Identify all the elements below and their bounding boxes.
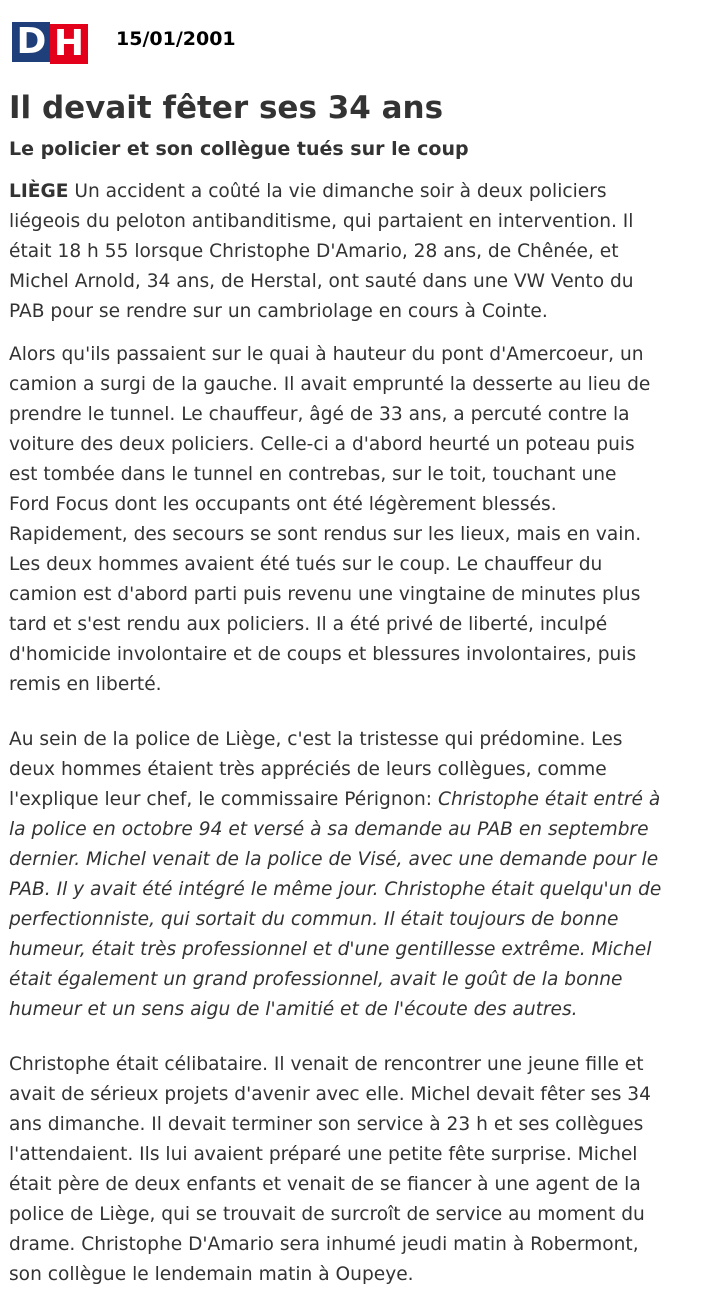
quote-line: était également un grand professionnel, avait le goût de la bonne	[9, 969, 623, 990]
paragraph-line: tard et s'est rendu aux policiers. Il a été privé de liberté, inculpé	[9, 614, 608, 635]
paragraph-line	[9, 177, 634, 207]
article-subtitle: Le policier et son collègue tués sur le coup	[9, 138, 469, 160]
paragraph-1	[9, 177, 634, 327]
paragraph-line: ans dimanche. Il devait terminer son service à 23 h et ses collègues	[9, 1114, 644, 1135]
paragraph-2	[9, 340, 650, 700]
paragraph-line: police de Liège, qui se trouvait de surcroît de service au moment du	[9, 1204, 645, 1225]
paragraph-line: voiture des deux policiers. Celle-ci a d'abord heurté un poteau puis	[9, 434, 635, 455]
paragraph-line: camion est d'abord parti puis revenu une vingtaine de minutes plus	[9, 584, 641, 605]
publication-date: 15/01/2001	[116, 28, 236, 50]
paragraph-text: Un accident a coûté la vie dimanche soir à deux policiers	[68, 181, 607, 202]
quote-line: humeur, était très professionnel et d'une gentillesse extrême. Michel	[9, 939, 652, 960]
quote-line: humeur et un sens aigu de l'amitié et de l'écoute des autres.	[9, 999, 578, 1020]
paragraph-line: Les deux hommes avaient été tués sur le coup. Le chauffeur du	[9, 554, 603, 575]
logo-letter-h: H	[50, 24, 88, 64]
paragraph-line: remis en liberté.	[9, 674, 162, 695]
paragraph-3	[9, 725, 661, 1025]
paragraph-4	[9, 1050, 651, 1290]
dateline: LIÈGE	[9, 181, 69, 202]
masthead	[12, 22, 236, 64]
paragraph-line: drame. Christophe D'Amario sera inhumé jeudi matin à Robermont,	[9, 1234, 639, 1255]
paragraph-line: prendre le tunnel. Le chauffeur, âgé de 33 ans, a percuté contre la	[9, 404, 630, 425]
paragraph-line: liégeois du peloton antibanditisme, qui partaient en intervention. Il	[9, 211, 634, 232]
paragraph-line: Ford Focus dont les occupants ont été légèrement blessés.	[9, 494, 557, 515]
paragraph-line: était 18 h 55 lorsque Christophe D'Amario, 28 ans, de Chênée, et	[9, 241, 619, 262]
quote-line: dernier. Michel venait de la police de Visé, avec une demande pour le	[9, 849, 659, 870]
paragraph-line: son collègue le lendemain matin à Oupeye.	[9, 1264, 414, 1285]
paragraph-line: était père de deux enfants et venait de se fiancer à une agent de la	[9, 1174, 641, 1195]
paragraph-line: Au sein de la police de Liège, c'est la tristesse qui prédomine. Les	[9, 729, 623, 750]
quote-line: la police en octobre 94 et versé à sa demande au PAB en septembre	[9, 819, 649, 840]
paragraph-line	[9, 785, 661, 815]
paragraph-line: Rapidement, des secours se sont rendus sur les lieux, mais en vain.	[9, 524, 642, 545]
paragraph-line: avait de sérieux projets d'avenir avec elle. Michel devait fêter ses 34	[9, 1084, 651, 1105]
paragraph-line: est tombée dans le tunnel en contrebas, sur le toit, touchant une	[9, 464, 617, 485]
paragraph-text: l'explique leur chef, le commissaire Pérignon:	[9, 789, 438, 810]
paragraph-line: d'homicide involontaire et de coups et blessures involontaires, puis	[9, 644, 637, 665]
paragraph-line: Christophe était célibataire. Il venait de rencontrer une jeune fille et	[9, 1054, 644, 1075]
paragraph-line: Michel Arnold, 34 ans, de Herstal, ont sauté dans une VW Vento du	[9, 271, 634, 292]
paragraph-line: Alors qu'ils passaient sur le quai à hauteur du pont d'Amercoeur, un	[9, 344, 644, 365]
paragraph-line: PAB pour se rendre sur un cambriolage en cours à Cointe.	[9, 301, 548, 322]
quote-text: Christophe était entré à	[437, 789, 661, 810]
logo-letter-d: D	[12, 22, 50, 62]
paragraph-line: deux hommes étaient très appréciés de leurs collègues, comme	[9, 759, 607, 780]
paragraph-line: l'attendaient. Ils lui avaient préparé une petite fête surprise. Michel	[9, 1144, 638, 1165]
quote-line: perfectionniste, qui sortait du commun. Il était toujours de bonne	[9, 909, 619, 930]
quote-line: PAB. Il y avait été intégré le même jour. Christophe était quelqu'un de	[9, 879, 662, 900]
paragraph-line: camion a surgi de la gauche. Il avait emprunté la desserte au lieu de	[9, 374, 651, 395]
dh-logo	[12, 22, 88, 64]
article-title: Il devait fêter ses 34 ans	[9, 90, 444, 126]
